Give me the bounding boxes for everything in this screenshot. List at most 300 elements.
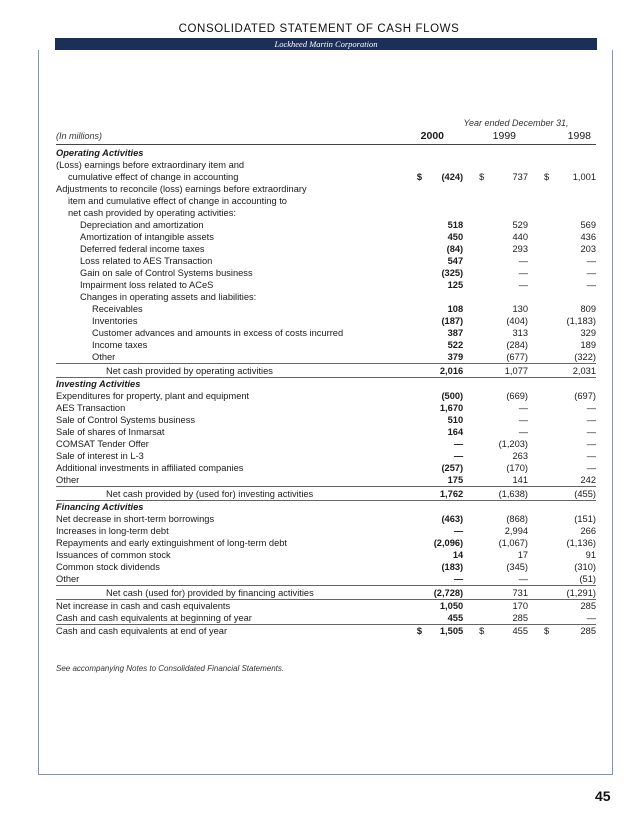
- row-label: Financing Activities: [56, 501, 417, 514]
- value-1999: [463, 255, 528, 267]
- currency-symbol-1999: $: [479, 626, 485, 636]
- value-1999: [463, 315, 528, 327]
- cell-value: (868): [506, 514, 529, 524]
- currency-symbol-2000: [417, 513, 433, 525]
- currency-symbol-2000: [417, 487, 433, 501]
- cell-value: 809: [580, 304, 596, 314]
- section-heading-row: [56, 378, 596, 391]
- value-2000: [433, 426, 463, 438]
- cell-value: (257): [441, 463, 464, 473]
- value-2000: [433, 462, 463, 474]
- cell-value: 263: [512, 451, 529, 461]
- value-1998: [528, 573, 596, 586]
- column-header-1998: 1998: [567, 130, 591, 142]
- row-label: (Loss) earnings before extraordinary item and: [56, 160, 245, 170]
- cell-value: —: [586, 256, 596, 266]
- value-1998: [528, 600, 596, 613]
- cell-value: 130: [512, 304, 529, 314]
- currency-symbol-1999: $: [479, 172, 485, 182]
- value-1998: [528, 438, 596, 450]
- currency-symbol-2000: [417, 525, 433, 537]
- value-2000: [433, 625, 463, 638]
- table-row: [56, 231, 596, 243]
- cell-value: 125: [447, 280, 464, 290]
- table-row: [56, 549, 596, 561]
- value-2000: [433, 561, 463, 573]
- row-label: COMSAT Tender Offer: [56, 439, 149, 449]
- cell-value: —: [518, 574, 529, 584]
- value-1998: [528, 255, 596, 267]
- value-2000: [433, 549, 463, 561]
- row-label: Net cash provided by (used for) investing activities: [56, 487, 417, 501]
- currency-symbol-2000: [417, 147, 433, 159]
- cell-value: 17: [517, 550, 529, 560]
- table-row: [56, 291, 596, 303]
- value-2000: [433, 364, 463, 378]
- table-row: [56, 438, 596, 450]
- cell-value: 450: [447, 232, 464, 242]
- cell-value: 329: [580, 328, 596, 338]
- cell-value: (187): [441, 316, 464, 326]
- currency-symbol-2000: [417, 474, 433, 487]
- cell-value: 455: [512, 626, 529, 636]
- table-row: [56, 303, 596, 315]
- row-label: Receivables: [92, 304, 143, 314]
- value-1999: [463, 474, 528, 487]
- cell-value: 1,670: [439, 403, 464, 413]
- cell-value: (669): [506, 391, 529, 401]
- value-1998: [528, 364, 596, 378]
- value-1998: [528, 426, 596, 438]
- units-label: (In millions): [56, 131, 103, 141]
- cell-value: (310): [574, 562, 596, 572]
- cell-value: 242: [580, 475, 596, 485]
- value-1998: [528, 315, 596, 327]
- cell-value: (1,136): [566, 538, 596, 548]
- cell-value: (1,638): [498, 489, 529, 499]
- value-1998: [528, 303, 596, 315]
- cell-value: (1,067): [498, 538, 529, 548]
- cell-value: (2,728): [433, 588, 464, 598]
- cell-value: 285: [580, 626, 596, 636]
- cell-value: —: [518, 415, 529, 425]
- currency-symbol-1998: $: [544, 172, 550, 182]
- currency-symbol-2000: [417, 291, 433, 303]
- column-header-1999: 1999: [492, 130, 516, 142]
- value-1998: [528, 378, 596, 391]
- value-1999: [463, 183, 528, 195]
- table-row: [56, 195, 596, 207]
- table-row: [56, 279, 596, 291]
- value-1999: [463, 525, 528, 537]
- currency-symbol-2000: [417, 450, 433, 462]
- row-label: cumulative effect of change in accounting: [68, 172, 239, 182]
- cell-value: 203: [580, 244, 596, 254]
- value-2000: [433, 586, 463, 600]
- cell-value: (170): [506, 463, 529, 473]
- value-1999: [463, 390, 528, 402]
- value-1998: [528, 243, 596, 255]
- value-2000: [433, 243, 463, 255]
- value-1998: [528, 450, 596, 462]
- cell-value: 731: [512, 588, 529, 598]
- table-row: [56, 390, 596, 402]
- value-2000: [433, 573, 463, 586]
- value-1999: [463, 414, 528, 426]
- currency-symbol-1998: $: [544, 626, 550, 636]
- row-label: Issuances of common stock: [56, 550, 171, 560]
- cell-value: —: [586, 439, 596, 449]
- cell-value: —: [586, 403, 596, 413]
- value-2000: [433, 195, 463, 207]
- row-label: Investing Activities: [56, 378, 417, 391]
- value-2000: [433, 378, 463, 391]
- row-label: Operating Activities: [56, 148, 144, 158]
- value-2000: [433, 219, 463, 231]
- row-label: Adjustments to reconcile (loss) earnings before extraordinary: [56, 184, 307, 194]
- cell-value: (463): [441, 514, 464, 524]
- value-2000: [433, 183, 463, 195]
- period-caption: Year ended December 31,: [463, 118, 569, 128]
- cell-value: (84): [446, 244, 464, 254]
- value-1999: [463, 561, 528, 573]
- table-row: [56, 414, 596, 426]
- row-label: Sale of Control Systems business: [56, 415, 195, 425]
- cell-value: (325): [441, 268, 464, 278]
- value-2000: [433, 255, 463, 267]
- value-1999: [463, 267, 528, 279]
- cell-value: 170: [512, 601, 529, 611]
- value-1999: [463, 549, 528, 561]
- value-1999: [463, 612, 528, 625]
- currency-symbol-2000: [417, 351, 433, 364]
- cell-value: —: [586, 427, 596, 437]
- value-1999: [463, 586, 528, 600]
- value-1998: [528, 279, 596, 291]
- value-2000: [433, 159, 463, 171]
- currency-symbol-2000: [417, 612, 433, 625]
- cell-value: 569: [580, 220, 596, 230]
- table-row: [56, 339, 596, 351]
- value-1999: [463, 364, 528, 378]
- value-1999: [463, 573, 528, 586]
- row-label: Sale of shares of Inmarsat: [56, 427, 165, 437]
- value-1998: [528, 267, 596, 279]
- row-label: Impairment loss related to ACeS: [80, 280, 214, 290]
- cell-value: (404): [506, 316, 529, 326]
- value-1999: [463, 487, 528, 501]
- row-label: Loss related to AES Transaction: [80, 256, 213, 266]
- value-2000: [433, 303, 463, 315]
- value-1999: [463, 426, 528, 438]
- cell-value: (345): [506, 562, 529, 572]
- row-label: Net cash provided by operating activities: [56, 364, 417, 378]
- section-heading-row: [56, 501, 596, 514]
- value-1999: [463, 339, 528, 351]
- table-row: [56, 267, 596, 279]
- currency-symbol-2000: [417, 537, 433, 549]
- row-label: Net cash (used for) provided by financing activities: [56, 586, 417, 600]
- value-2000: [433, 207, 463, 219]
- currency-symbol-2000: [417, 600, 433, 613]
- currency-symbol-2000: [417, 573, 433, 586]
- value-1999: [463, 402, 528, 414]
- currency-symbol-2000: $: [416, 172, 423, 182]
- table-row: [56, 402, 596, 414]
- value-1999: [463, 279, 528, 291]
- currency-symbol-2000: [417, 315, 433, 327]
- cell-value: 266: [580, 526, 596, 536]
- cell-value: 91: [585, 550, 596, 560]
- cell-value: 14: [452, 550, 464, 560]
- cell-value: —: [453, 574, 464, 584]
- row-label: Income taxes: [92, 340, 148, 350]
- table-row: [56, 625, 596, 638]
- value-1999: [463, 462, 528, 474]
- total-row: [56, 586, 596, 600]
- cell-value: 379: [447, 352, 464, 362]
- cell-value: —: [586, 613, 596, 623]
- currency-symbol-2000: [417, 339, 433, 351]
- table-row: [56, 513, 596, 525]
- row-label: net cash provided by operating activities:: [68, 208, 236, 218]
- section-heading-row: [56, 147, 596, 159]
- table-row: [56, 255, 596, 267]
- value-1999: [463, 207, 528, 219]
- currency-symbol-2000: [417, 501, 433, 514]
- row-label: Repayments and early extinguishment of long-term debt: [56, 538, 287, 548]
- cell-value: —: [518, 403, 529, 413]
- value-1999: [463, 501, 528, 514]
- row-label: Gain on sale of Control Systems business: [80, 268, 253, 278]
- currency-symbol-2000: [417, 207, 433, 219]
- table-row: [56, 243, 596, 255]
- value-2000: [433, 438, 463, 450]
- cell-value: (322): [574, 352, 596, 362]
- value-2000: [433, 351, 463, 364]
- value-1998: [528, 171, 596, 183]
- cell-value: 522: [447, 340, 464, 350]
- value-2000: [433, 231, 463, 243]
- value-1999: [463, 171, 528, 183]
- cell-value: —: [518, 256, 529, 266]
- row-label: Changes in operating assets and liabilities:: [80, 292, 257, 302]
- value-2000: [433, 147, 463, 159]
- cell-value: (455): [574, 489, 596, 499]
- header-rule: [56, 144, 596, 145]
- value-1999: [463, 303, 528, 315]
- cell-value: 1,001: [572, 172, 596, 182]
- table-row: [56, 525, 596, 537]
- value-1998: [528, 501, 596, 514]
- cell-value: 547: [447, 256, 464, 266]
- value-1999: [463, 600, 528, 613]
- value-1998: [528, 549, 596, 561]
- value-2000: [433, 390, 463, 402]
- value-1999: [463, 327, 528, 339]
- table-row: [56, 426, 596, 438]
- value-2000: [433, 327, 463, 339]
- table-row: [56, 600, 596, 613]
- cell-value: 1,762: [439, 489, 464, 499]
- value-1998: [528, 339, 596, 351]
- cell-value: 518: [447, 220, 464, 230]
- row-label: Sale of interest in L-3: [56, 451, 144, 461]
- currency-symbol-2000: [417, 279, 433, 291]
- cell-value: 164: [447, 427, 464, 437]
- frame-left-rule: [38, 50, 39, 774]
- value-1999: [463, 243, 528, 255]
- currency-symbol-2000: [417, 561, 433, 573]
- cell-value: 440: [512, 232, 529, 242]
- currency-symbol-2000: [417, 426, 433, 438]
- currency-symbol-2000: [417, 159, 433, 171]
- value-2000: [433, 501, 463, 514]
- cell-value: —: [586, 463, 596, 473]
- value-1999: [463, 195, 528, 207]
- total-row: [56, 487, 596, 501]
- cell-value: —: [453, 451, 464, 461]
- cell-value: (424): [441, 172, 464, 182]
- value-1999: [463, 537, 528, 549]
- cell-value: 2,994: [504, 526, 529, 536]
- currency-symbol-2000: [417, 243, 433, 255]
- currency-symbol-2000: [417, 231, 433, 243]
- currency-symbol-2000: [417, 183, 433, 195]
- row-label: Expenditures for property, plant and equipment: [56, 391, 250, 401]
- cell-value: —: [586, 451, 596, 461]
- table-row: [56, 612, 596, 625]
- row-label: Increases in long-term debt: [56, 526, 169, 536]
- cell-value: —: [453, 439, 464, 449]
- value-1998: [528, 414, 596, 426]
- value-1998: [528, 525, 596, 537]
- cell-value: 455: [447, 613, 464, 623]
- currency-symbol-2000: [417, 303, 433, 315]
- value-2000: [433, 513, 463, 525]
- cell-value: (1,203): [498, 439, 529, 449]
- value-2000: [433, 402, 463, 414]
- currency-symbol-2000: [417, 390, 433, 402]
- cell-value: —: [518, 427, 529, 437]
- value-1998: [528, 231, 596, 243]
- value-1999: [463, 378, 528, 391]
- cell-value: 436: [580, 232, 596, 242]
- table-row: [56, 561, 596, 573]
- row-label: Other: [92, 352, 116, 362]
- value-1998: [528, 183, 596, 195]
- frame-bottom-rule: [38, 774, 613, 775]
- value-2000: [433, 525, 463, 537]
- row-label: item and cumulative effect of change in accounting to: [68, 196, 287, 206]
- cell-value: (1,291): [566, 588, 596, 598]
- cell-value: 293: [512, 244, 529, 254]
- cell-value: 1,505: [439, 626, 464, 636]
- value-1999: [463, 625, 528, 638]
- value-1998: [528, 561, 596, 573]
- frame-right-rule: [612, 50, 613, 774]
- cell-value: (2,096): [433, 538, 464, 548]
- currency-symbol-2000: [417, 462, 433, 474]
- cell-value: 285: [580, 601, 596, 611]
- table-row: [56, 351, 596, 364]
- currency-symbol-2000: [417, 414, 433, 426]
- value-1998: [528, 219, 596, 231]
- value-1999: [463, 351, 528, 364]
- value-2000: [433, 315, 463, 327]
- row-label: Additional investments in affiliated companies: [56, 463, 244, 473]
- cash-flow-table: [56, 147, 596, 637]
- table-row: [56, 450, 596, 462]
- row-label: Depreciation and amortization: [80, 220, 204, 230]
- row-label: Other: [56, 475, 80, 485]
- currency-symbol-2000: [417, 438, 433, 450]
- value-2000: [433, 339, 463, 351]
- table-row: [56, 573, 596, 586]
- value-1998: [528, 195, 596, 207]
- value-1998: [528, 147, 596, 159]
- cell-value: (677): [506, 352, 529, 362]
- value-1998: [528, 390, 596, 402]
- table-row: [56, 327, 596, 339]
- currency-symbol-2000: [417, 378, 433, 391]
- currency-symbol-2000: [417, 195, 433, 207]
- cell-value: (1,183): [566, 316, 596, 326]
- value-2000: [433, 414, 463, 426]
- table-row: [56, 474, 596, 487]
- cell-value: 529: [512, 220, 529, 230]
- cell-value: 510: [447, 415, 464, 425]
- cell-value: —: [453, 526, 464, 536]
- currency-symbol-2000: [417, 327, 433, 339]
- currency-symbol-2000: [417, 219, 433, 231]
- currency-symbol-2000: [417, 549, 433, 561]
- value-1999: [463, 147, 528, 159]
- cell-value: 285: [512, 613, 529, 623]
- row-label: Amortization of intangible assets: [80, 232, 214, 242]
- cell-value: —: [586, 415, 596, 425]
- currency-symbol-2000: [417, 402, 433, 414]
- row-label: Customer advances and amounts in excess of costs incurred: [92, 328, 344, 338]
- cell-value: 175: [447, 475, 464, 485]
- value-2000: [433, 474, 463, 487]
- cell-value: —: [518, 280, 529, 290]
- table-row: [56, 537, 596, 549]
- value-1999: [463, 231, 528, 243]
- cell-value: —: [586, 280, 596, 290]
- table-row: [56, 219, 596, 231]
- cell-value: 108: [447, 304, 464, 314]
- value-1999: [463, 291, 528, 303]
- cell-value: (183): [441, 562, 464, 572]
- cell-value: 2,031: [572, 366, 596, 376]
- cell-value: 1,077: [504, 366, 529, 376]
- value-1999: [463, 513, 528, 525]
- cell-value: 1,050: [439, 601, 464, 611]
- currency-symbol-2000: [417, 586, 433, 600]
- cell-value: —: [586, 268, 596, 278]
- row-label: Cash and cash equivalents at beginning of year: [56, 613, 252, 623]
- cell-value: (500): [441, 391, 464, 401]
- value-2000: [433, 600, 463, 613]
- value-1998: [528, 462, 596, 474]
- cell-value: (697): [574, 391, 596, 401]
- currency-symbol-2000: [417, 364, 433, 378]
- value-1998: [528, 487, 596, 501]
- value-2000: [433, 450, 463, 462]
- value-1998: [528, 513, 596, 525]
- cell-value: (51): [579, 574, 596, 584]
